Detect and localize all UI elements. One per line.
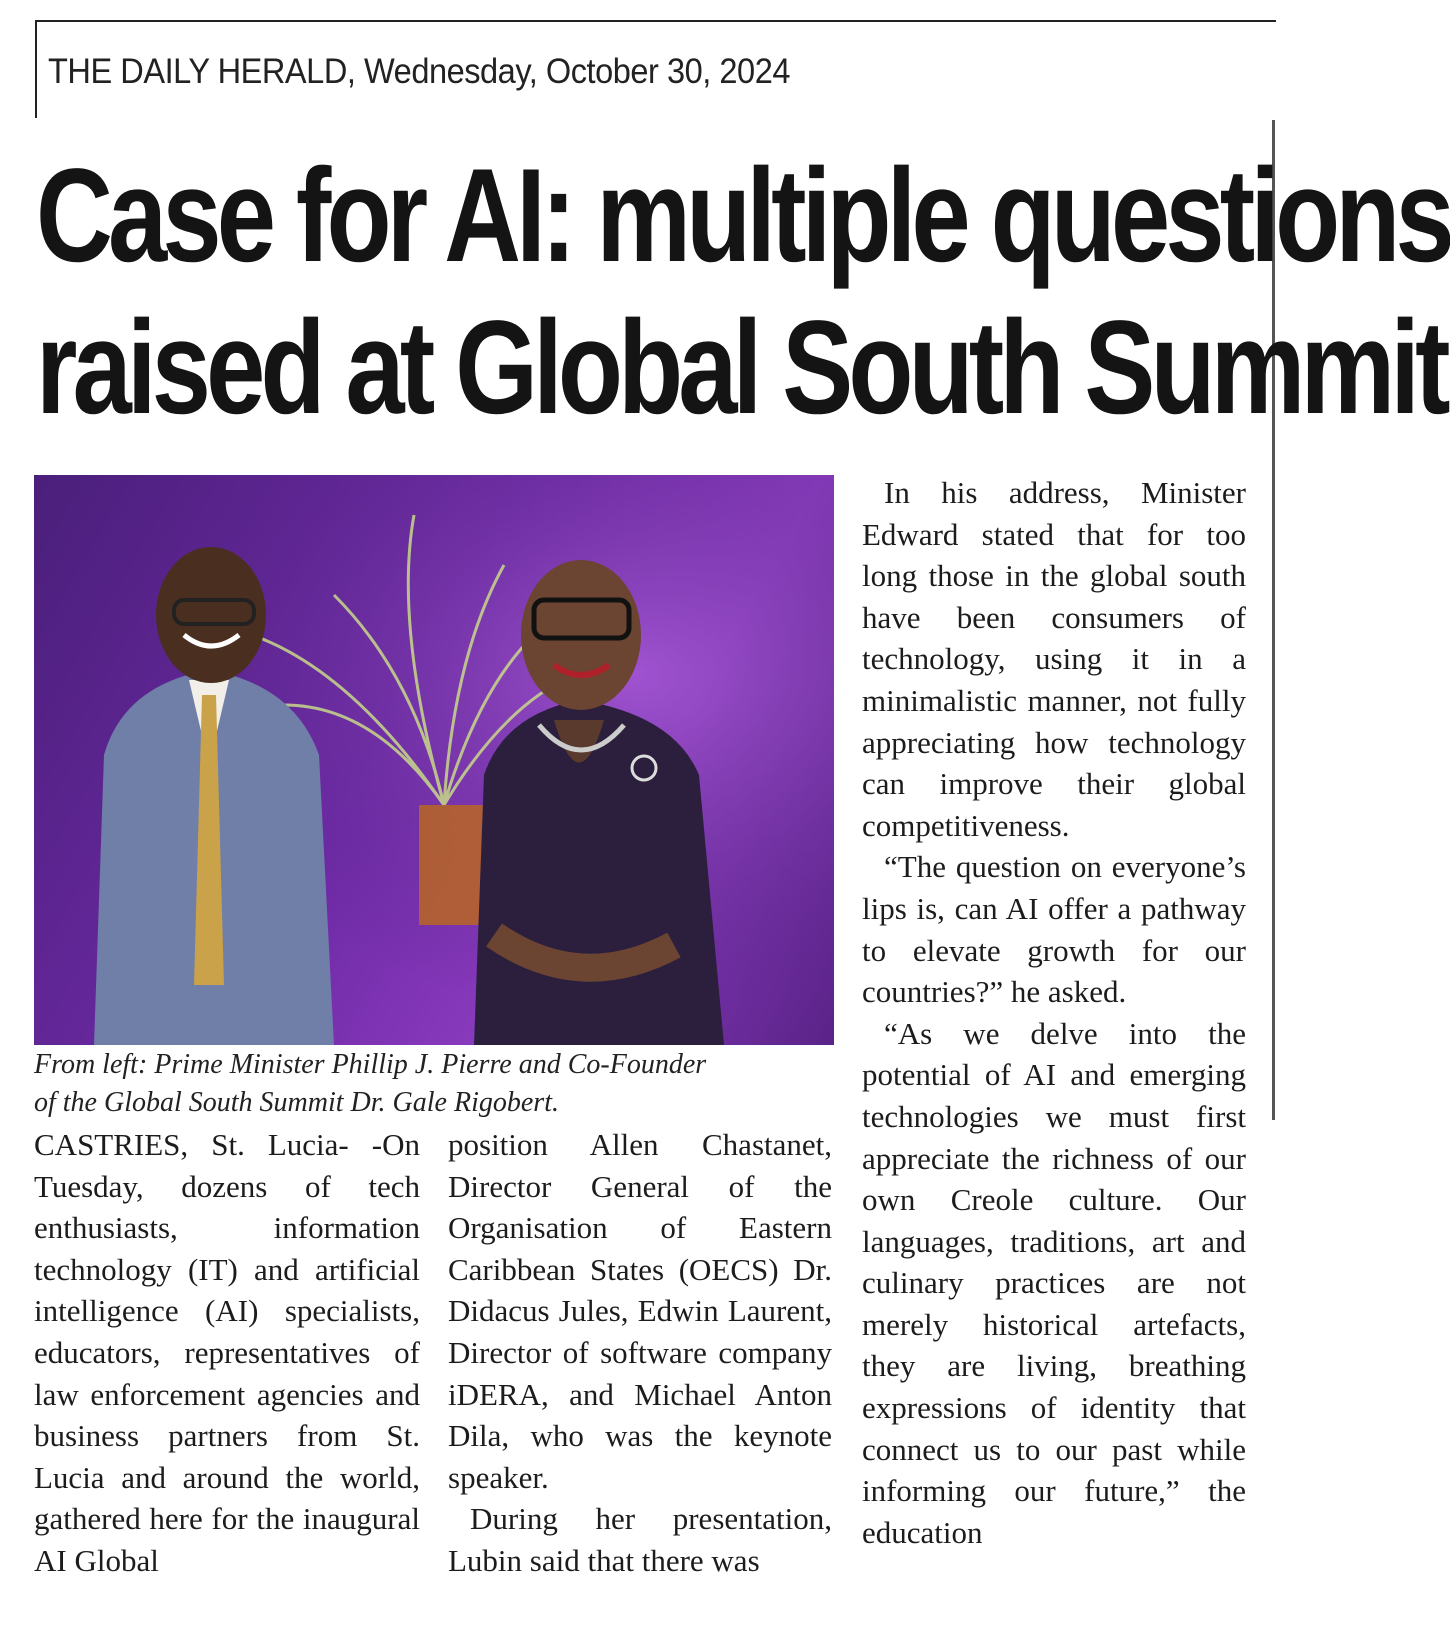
column-2-paragraph-1: position Allen Chastanet, Director General of the Organisation of Eastern Caribbean States (OECS) Dr. Didacus Jules, Edwin Laurent, Director of software company iDERA, and Michael Anton Dila, who was the keynote speaker. [448,1127,832,1495]
photo-illustration [34,475,834,1045]
caption-line-2: of the Global South Summit Dr. Gale Rigobert. [34,1087,559,1118]
column-3-paragraph-2: “The question on everyone’s lips is, can AI offer a pathway to elevate growth for our countries?” he asked. [862,849,1246,1010]
column-2-paragraph-2: During her presentation, Lubin said that there was [448,1501,832,1578]
article-photo [34,475,834,1045]
masthead-dateline: THE DAILY HERALD, Wednesday, October 30, 2024 [48,52,790,91]
article-column-3 [862,472,1246,1553]
article-column-1 [34,1124,420,1582]
column-3-paragraph-1: In his address, Minister Edward stated that for too long those in the global south have been consumers of technology, using it in a minimalistic manner, not fully appreciating how technology can improve their global competitiveness. [862,475,1246,843]
left-border-rule [35,20,37,118]
column-1-paragraph: CASTRIES, St. Lucia- -On Tuesday, dozens of tech enthusiasts, information technology (IT) and artificial intelligence (AI) specialists, educators, representatives of law enforcement agencies and business partners from St. Lucia and around the world, gathered here for the inaugural AI Global [34,1127,420,1578]
article-headline [36,140,1450,444]
headline-line-1: Case for AI: multiple questions [36,142,1450,290]
article-column-2 [448,1124,832,1582]
headline-line-2: raised at Global South Summit [36,294,1446,442]
column-3-paragraph-3: “As we delve into the potential of AI and emerging technologies we must first appreciate the richness of our own Creole culture. Our languages, traditions, art and culinary practices are not merely historical artefacts, they are living, breathing expressions of identity that connect us to our past while informing our future,” the education [862,1015,1246,1550]
top-border-rule [36,20,1276,22]
caption-line-1: From left: Prime Minister Phillip J. Pierre and Co-Founder [34,1049,707,1080]
photo-caption [34,1046,834,1122]
